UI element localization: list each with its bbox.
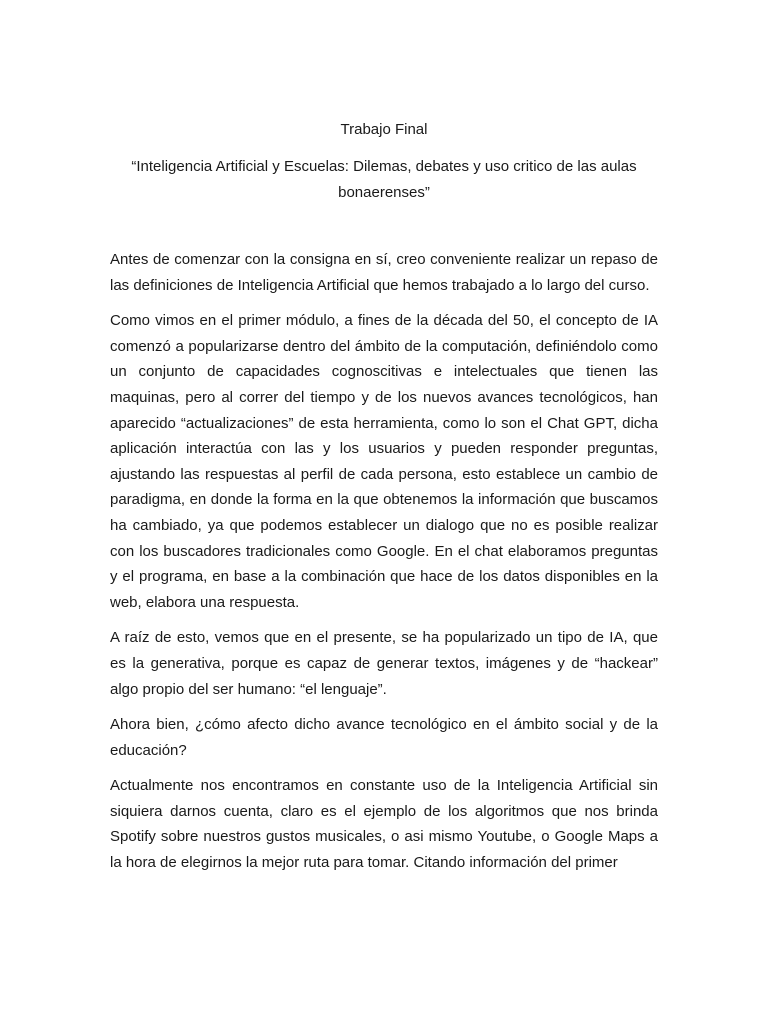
paragraph-generative-ai: A raíz de esto, vemos que en el presente, se ha popularizado un tipo de IA, que es la generativa, porque es capaz de generar textos, imágenes y de “hackear” algo propio del ser humano: “el lenguaje”.: [110, 629, 658, 698]
paragraph-current-use: Actualmente nos encontramos en constante uso de la Inteligencia Artificial sin siquiera darnos cuenta, claro es el ejemplo de los algoritmos que nos brinda Spotify sobre nuestros gustos musicales, o asi mismo Youtube, o Google Maps a la hora de elegirnos la mejor ruta para tomar. Citando información del primer: [110, 777, 658, 872]
paragraph-intro: Antes de comenzar con la consigna en sí, creo conveniente realizar un repaso de las definiciones de Inteligencia Artificial que hemos trabajado a lo largo del curso.: [110, 251, 658, 294]
paragraph-history: Como vimos en el primer módulo, a fines de la década del 50, el concepto de IA comenzó a popularizarse dentro del ámbito de la computación, definiéndolo como un conjunto de capacidades cognoscitivas e intelectuales que tienen las maquinas, pero al correr del tiempo y de los nuevos avances tecnológicos, han aparecido “actualizaciones” de esta herramienta, como lo son el Chat GPT, dicha aplicación interactúa con las y los usuarios y pueden responder preguntas, ajustando las respuestas al perfil de cada persona, esto establece un cambio de paradigma, en donde la forma en la que obtenemos la información que buscamos ha cambiado, ya que podemos establecer un dialogo que no es posible realizar con los buscadores tradicionales como Google. En el chat elaboramos preguntas y el programa, en base a la combinación que hace de los datos disponibles en la web, elabora una respuesta.: [110, 312, 658, 611]
document-body: [110, 247, 658, 886]
paragraph-question: Ahora bien, ¿cómo afecto dicho avance tecnológico en el ámbito social y de la educación?: [110, 716, 658, 759]
document-title: Trabajo Final: [340, 121, 428, 138]
document-subtitle: “Inteligencia Artificial y Escuelas: Dilemas, debates y uso critico de las aulas bonaerenses”: [131, 158, 637, 201]
